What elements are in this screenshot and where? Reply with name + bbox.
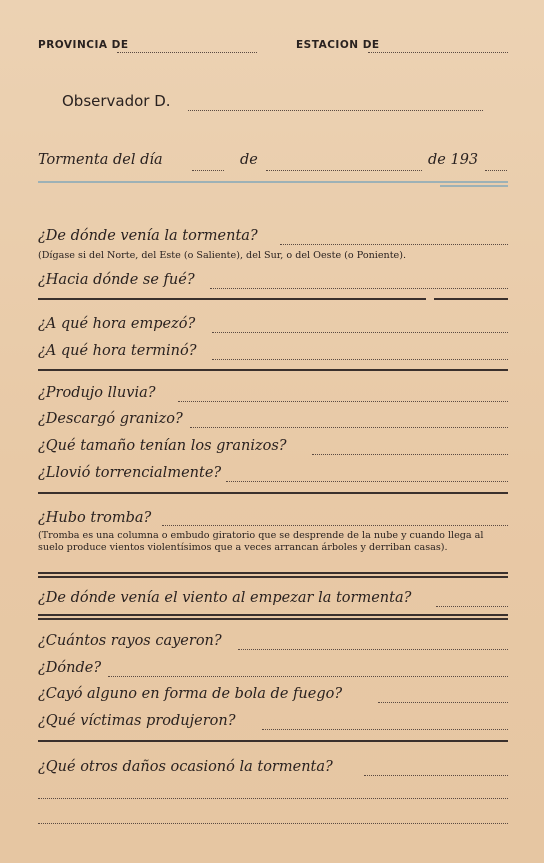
storm-day-field[interactable] [192,170,224,171]
question-start-time: ¿A qué hora empezó? [38,316,196,332]
provincia-label: PROVINCIA DE [38,39,129,51]
divider [38,369,508,371]
question-ball-lightning: ¿Cayó alguno en forma de bola de fuego? [38,686,343,702]
estacion-label: ESTACION DE [296,39,380,51]
divider [434,298,508,300]
divider [38,614,508,620]
question-lightning-count: ¿Cuántos rayos cayeron? [38,633,222,649]
answer-start-time[interactable] [212,332,508,333]
divider [38,572,508,578]
question-victims: ¿Qué víctimas produjeron? [38,713,236,729]
answer-hail[interactable] [190,427,508,428]
storm-month-prefix: de [240,152,258,168]
answer-torrential-rain[interactable] [226,481,508,482]
question-rain: ¿Produjo lluvia? [38,385,156,401]
answer-end-time[interactable] [212,359,508,360]
divider [38,181,508,183]
answer-hail-size[interactable] [312,454,508,455]
answer-ball-lightning[interactable] [378,702,508,703]
note-tornado: (Tromba es una columna o embudo giratorio que se desprende de la nube y cuando llega al suelo produce vientos violentísimos que a veces arrancan árboles y derriban casas). [38,530,484,553]
question-torrential-rain: ¿Llovió torrencialmente? [38,465,222,481]
answer-rain[interactable] [178,401,508,402]
observer-field[interactable] [188,110,483,111]
divider [38,740,508,742]
provincia-field[interactable] [117,52,257,53]
question-storm-direction: ¿Hacia dónde se fué? [38,272,195,288]
answer-other-damage-line[interactable] [38,798,508,799]
observer-label: Observador D. [62,92,171,110]
note-storm-origin: (Dígase si del Norte, del Este (o Saliente), del Sur, o del Oeste (o Poniente). [38,250,407,261]
answer-tornado[interactable] [162,525,508,526]
answer-storm-direction[interactable] [210,288,508,289]
storm-year-label: de 193 [428,152,479,168]
question-other-damage: ¿Qué otros daños ocasionó la tormenta? [38,759,333,775]
question-tornado: ¿Hubo tromba? [38,510,152,526]
answer-other-damage-line[interactable] [38,823,508,824]
storm-day-label: Tormenta del día [38,152,163,168]
storm-year-field[interactable] [485,170,507,171]
answer-wind-origin[interactable] [436,606,508,607]
answer-victims[interactable] [262,729,508,730]
question-hail-size: ¿Qué tamaño tenían los granizos? [38,438,287,454]
answer-where[interactable] [108,676,508,677]
divider [38,298,426,300]
question-hail: ¿Descargó granizo? [38,411,183,427]
storm-month-field[interactable] [266,170,422,171]
answer-other-damage[interactable] [364,775,508,776]
question-wind-origin: ¿De dónde venía el viento al empezar la tormenta? [38,590,412,606]
question-where: ¿Dónde? [38,660,102,676]
answer-storm-origin[interactable] [280,244,508,245]
question-storm-origin: ¿De dónde venía la tormenta? [38,228,258,244]
question-end-time: ¿A qué hora terminó? [38,343,197,359]
answer-lightning-count[interactable] [238,649,508,650]
estacion-field[interactable] [368,52,508,53]
divider [440,185,508,187]
divider [38,492,508,494]
